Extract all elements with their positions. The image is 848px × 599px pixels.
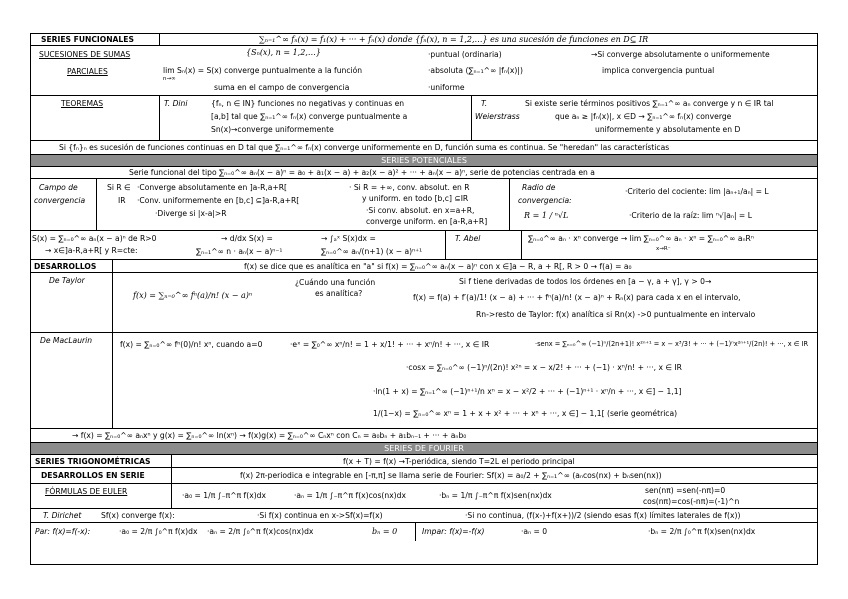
euler-an: ·aₙ = 1/π ∫₋π^π f(x)cos(nx)dx [294, 491, 406, 500]
row-maclaurin [31, 333, 817, 429]
row-series-funcionales [31, 34, 817, 46]
uniforme: ·uniforme [428, 83, 465, 92]
conv-3: ·Diverge si |x-a|>R [155, 209, 227, 218]
par-an: ·aₙ = 2/π ∫₀^π f(x)cos(nx)dx [207, 527, 314, 536]
sen-series: ·senx = ∑ₙ₌₀^∞ (−1)ⁿ/(2n+1)! x²ⁿ⁺¹ = x − x³/3! + ··· + (−1)ⁿx²ⁿ⁺¹/(2n)! + ···, x ∈ IR [535, 340, 809, 348]
series-fourier-bar: SERIES DE FOURIER [31, 443, 817, 455]
analitica-1: ¿Cuándo una función [295, 278, 376, 287]
sucesiones-label-1: SUCESIONES DE SUMAS [39, 50, 131, 59]
row-product [31, 429, 817, 443]
cos-series: ·cosx = ∑ₙ₌₀^∞ (−1)ⁿ/(2n)! x²ⁿ = x − x/2! + ··· + (−1) · xⁿ/n! + ···, x ∈ IR [406, 363, 682, 372]
des-serie-def: f(x) 2π-periodica e integrable en [-π,π] se llama serie de Fourier: Sf(x) = a₀/2 + ∑ₙ₌₁^∞ (aₙcos(nx) + bₙsen(nx)) [240, 471, 662, 480]
puntual: ·puntual (ordinaria) [428, 50, 502, 59]
exp-series: ·eˣ = ∑₀^∞ xⁿ/n! = 1 + x/1! + ··· + xⁿ/n! + ···, x ∈ IR [290, 340, 490, 349]
cos-npi: cos(nπ)=cos(-nπ)=(-1)^n [643, 497, 740, 506]
weierstrass-name-2: Weierstrass [475, 112, 520, 121]
des-serie-label: DESARROLLOS EN SERIE [41, 471, 145, 480]
radio-label-1: Radio de [522, 183, 556, 192]
sx-1: S(x) = ∑ₙ₌₀^∞ aₙ(x − a)ⁿ de R>0 [32, 234, 157, 243]
sir-2: IR [118, 196, 126, 205]
row-par-impar [31, 523, 817, 541]
sn-set: {Sₙ(x), n = 1,2,…} [246, 48, 321, 57]
radio-label-2: convergencia: [518, 196, 572, 205]
integ-2: ∑ₙ₌₀^∞ aₙ/(n+1) (x − a)ⁿ⁺¹ [321, 247, 423, 256]
desarrollos-label: DESARROLLOS [34, 262, 97, 271]
row-teoremas [31, 96, 817, 141]
euler-label: FÓRMULAS DE EULER [45, 487, 128, 496]
row-dirichlet [31, 509, 817, 523]
dini-name: T. Dini [164, 99, 188, 108]
series-funcionales-label: SERIES FUNCIONALES [41, 35, 134, 44]
abel-sub: x→R⁻ [656, 246, 671, 252]
summary-sheet [30, 33, 818, 565]
radio-formula: R = 1 / ⁿ√L [524, 211, 569, 220]
impar-bn: ·bₙ = 2/π ∫₀^π f(x)sen(nx)dx [648, 527, 756, 536]
dirichlet-3: ·Si no continua, (f(x-)+f(x+))/2 (siendo esas f(x) límites laterales de f(x)) [465, 511, 741, 520]
row-campo [31, 179, 817, 231]
sucesiones-label-2: PARCIALES [67, 67, 108, 76]
trig-def: f(x + T) = f(x) →T-periódica, siendo T=2L el periodo principal [343, 457, 575, 466]
dirichlet-1: Sf(x) converge f(x): [101, 511, 175, 520]
integ-1: → ∫ₐˣ S(x)dx = [321, 234, 376, 243]
inf-2: y uniform. en todo [b,c] ⊆IR [362, 194, 469, 203]
dini-3: Sn(x)→converge uniformemente [211, 125, 334, 134]
campo-label-2: convergencia [34, 196, 86, 205]
weierstrass-2: que aₙ ≥ |fₙ(x)|, x ∈D → ∑ₙ₌₁^∞ fₙ(x) converge [555, 112, 732, 121]
ln-series: ·ln(1 + x) = ∑ₙ₌₁^∞ (−1)ⁿ⁺¹/n xⁿ = x − x²/2 + ··· + (−1)ⁿ⁺¹ · xⁿ/n + ···, x ∈] − 1,1] [373, 387, 682, 396]
euler-a0: ·a₀ = 1/π ∫₋π^π f(x)dx [182, 491, 266, 500]
taylor-formula: f(x) = ∑ₙ₌₀^∞ fⁿ(a)/n! (x − a)ⁿ [133, 291, 253, 300]
euler-bn: ·bₙ = 1/π ∫₋π^π f(x)sen(nx)dx [439, 491, 552, 500]
desarrollos-def: f(x) se dice que es analítica en "a" si f(x) = ∑ₙ₌₀^∞ aₙ(x − a)ⁿ con x ∈]a − R, a + R[, R > 0 → f(a) = a₀ [244, 262, 632, 271]
deriv-2: ∑ₙ₌₁^∞ n · aₙ(x − a)ⁿ⁻¹ [196, 247, 283, 256]
par-label: Par: f(x)=f(-x): [35, 527, 91, 536]
taylor-name: De Taylor [49, 276, 85, 285]
row-continuas [31, 141, 817, 155]
dini-1: {fₙ, n ∈ IN} funciones no negativas y continuas en [211, 99, 405, 108]
taylor-cond-2: f(x) = f(a) + f′(a)/1! (x − a) + ··· + fⁿ(a)/n! (x − a)ⁿ + Rₙ(x) para cada x en el intervalo, [413, 293, 741, 302]
sn-lim-sub: n→∞ [163, 76, 176, 82]
maclaurin-formula: f(x) = ∑ₙ₌₀^∞ fⁿ(0)/n! xⁿ, cuando a=0 [120, 340, 263, 349]
maclaurin-name: De MacLaurin [40, 336, 93, 345]
campo-label-1: Campo de [39, 183, 78, 192]
taylor-cond-3: Rn->resto de Taylor: f(x) analítica si Rn(x) ->0 puntualmente en intervalo [476, 310, 756, 319]
potenciales-def: Serie funcional del tipo ∑ₙ₌₀^∞ aₙ(x − a)ⁿ = a₀ + a₁(x − a) + a₂(x − a)² + ··· + aₙ(x − a)ⁿ, serie de potencias centrada en a [129, 168, 595, 177]
row-des-serie [31, 468, 817, 484]
deriv-1: → d/dx S(x) = [221, 234, 273, 243]
abel-name: T. Abel [455, 234, 481, 243]
analitica-2: es analítica? [315, 289, 363, 298]
sir-1: Si R ∈ [107, 183, 131, 192]
dirichlet-name: T. Dirichet [43, 511, 82, 520]
weierstrass-1: Si existe serie términos positivos ∑ₙ₌₁^∞ aₙ converge y n ∈ IR tal [525, 99, 774, 108]
dini-2: [a,b] tal que ∑ₙ₌₁^∞ fₙ(x) converge puntualmente a [211, 112, 408, 121]
row-taylor [31, 273, 817, 333]
inf-1: · Si R = +∞, conv. absolut. en R [349, 183, 470, 192]
product-formula: → f(x) = ∑ₙ₌₀^∞ aₙxⁿ y g(x) = ∑ₙ₌₀^∞ ln(xⁿ) → f(x)g(x) = ∑ₙ₌₀^∞ Cₙxⁿ con Cₙ = a₀bₙ + a₁bₙ₋₁ + ··· + aₙb₀ [72, 431, 467, 440]
sx-2: → x∈]a-R,a+R[ y R=cte: [45, 246, 138, 255]
sen-npi: sen(nπ) =sen(-nπ)=0 [645, 486, 726, 495]
abel-formula: ∑ₙ₌₀^∞ aₙ · xⁿ converge → lim ∑ₙ₌₀^∞ aₙ · xⁿ = ∑ₙ₌₀^∞ aₙRⁿ [528, 234, 754, 243]
series-potenciales-bar: SERIES POTENCIALES [31, 155, 817, 167]
row-sucesiones [31, 46, 817, 96]
par-a0: ·a₀ = 2/π ∫₀^π f(x)dx [119, 527, 198, 536]
sn-lim: lim Sₙ(x) = S(x) converge puntualmente a la función [163, 66, 363, 75]
row-euler [31, 484, 817, 509]
conv-2: ·Conv. uniformemente en [b,c] ⊆]a-R,a+R[ [137, 196, 300, 205]
row-sx [31, 231, 817, 260]
weierstrass-3: uniformemente y absolutamente en D [595, 125, 741, 134]
teoremas-label: TEOREMAS [61, 99, 104, 108]
impar-an: ·aₙ = 0 [521, 527, 548, 536]
implica-1: →Si converge absolutamente o uniformemente [591, 50, 770, 59]
inf-4: converge uniform. en [a-R,a+R] [366, 217, 488, 226]
series-funcionales-def: ∑ₙ₌₁^∞ fₙ(x) = f₁(x) + ··· + fₙ(x) donde {fₙ(x), n = 1,2,…} es una sucesión de funciones en D⊆ IR [259, 35, 649, 44]
trig-label: SERIES TRIGONOMÉTRICAS [35, 457, 151, 466]
weierstrass-name-1: T. [481, 99, 488, 108]
dirichlet-2: ·Si f(x) continua en x->Sf(x)=f(x) [257, 511, 383, 520]
geom-series: 1/(1−x) = ∑ₙ₌₀^∞ xⁿ = 1 + x + x² + ··· + xⁿ + ···, x ∈] − 1,1[ (serie geométrica) [373, 409, 678, 418]
absoluta: ·absoluta (∑ₙ₌₁^∞ |fₙ(x)|) [428, 66, 523, 75]
par-bn: bₙ = 0 [372, 527, 398, 536]
implica-2: implica convergencia puntual [602, 66, 715, 75]
impar-label: Impar: f(x)=-f(x) [422, 527, 485, 536]
continuas-text: Si {fₙ}ₙ es sucesión de funciones continuas en D tal que ∑ₙ₌₁^∞ fₙ(x) converge uniformemente en D, función suma es continua. Se "heredan" las características [59, 143, 670, 152]
row-desarrollos [31, 260, 817, 273]
taylor-cond-1: Si f tiene derivadas de todos los órdenes en [a − γ, a + γ], γ > 0→ [459, 277, 712, 286]
row-trig [31, 455, 817, 468]
sn-lim-2: suma en el campo de convergencia [214, 83, 350, 92]
criterio-cociente: ·Criterio del cociente: lim |aₙ₊₁/aₙ| = L [625, 187, 769, 196]
inf-3: ·Si conv. absolut. en x=a+R, [366, 206, 475, 215]
criterio-raiz: ·Criterio de la raíz: lim ⁿ√|aₙ| = L [629, 211, 752, 220]
conv-1: ·Converge absolutamente en ]a-R,a+R[ [137, 183, 288, 192]
row-potenciales-def [31, 167, 817, 179]
